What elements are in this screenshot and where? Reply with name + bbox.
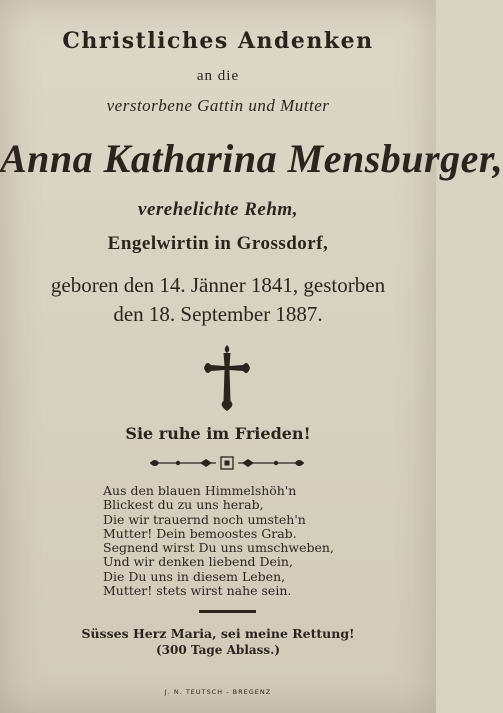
poem-line: Die Du uns in diesem Leben,: [103, 568, 286, 584]
occupation-line: Engelwirtin in Grossdorf,: [107, 233, 329, 254]
poem: [103, 484, 334, 598]
dates-line-1: geboren den 14. Jänner 1841, gestorben: [50, 273, 386, 297]
cross-icon: [203, 344, 251, 412]
ornament-divider-icon: [148, 455, 306, 471]
dates-line-2: den 18. September 1887.: [113, 302, 323, 326]
poem-line: Mutter! stets wirst nahe sein.: [103, 583, 292, 599]
married-name: verehelichte Rehm,: [138, 199, 298, 220]
poem-line: Und wir denken liebend Dein,: [103, 554, 293, 570]
poem-line: Mutter! Dein bemoostes Grab.: [103, 525, 297, 541]
indulgence-line: (300 Tage Ablass.): [155, 643, 281, 657]
poem-line: Segnend wirst Du uns umschweben,: [103, 540, 334, 556]
deceased-name: Anna Katharina Mensburger,: [0, 136, 503, 181]
prayer-line: Süsses Herz Maria, sei meine Rettung!: [81, 626, 355, 641]
card-heading: Christliches Andenken: [62, 28, 374, 54]
poem-line: Blickest du zu uns herab,: [103, 497, 264, 513]
relation-line: verstorbene Gattin und Mutter: [106, 96, 330, 115]
poem-line: Die wir trauernd noch umsteh'n: [103, 511, 306, 527]
an-die-line: an die: [196, 68, 240, 84]
rest-in-peace: Sie ruhe im Frieden!: [125, 424, 311, 443]
divider-rule: [199, 610, 256, 613]
poem-line: Aus den blauen Himmelshöh'n: [103, 483, 297, 498]
printer-imprint: J. N. TEUTSCH - BREGENZ: [164, 688, 272, 696]
